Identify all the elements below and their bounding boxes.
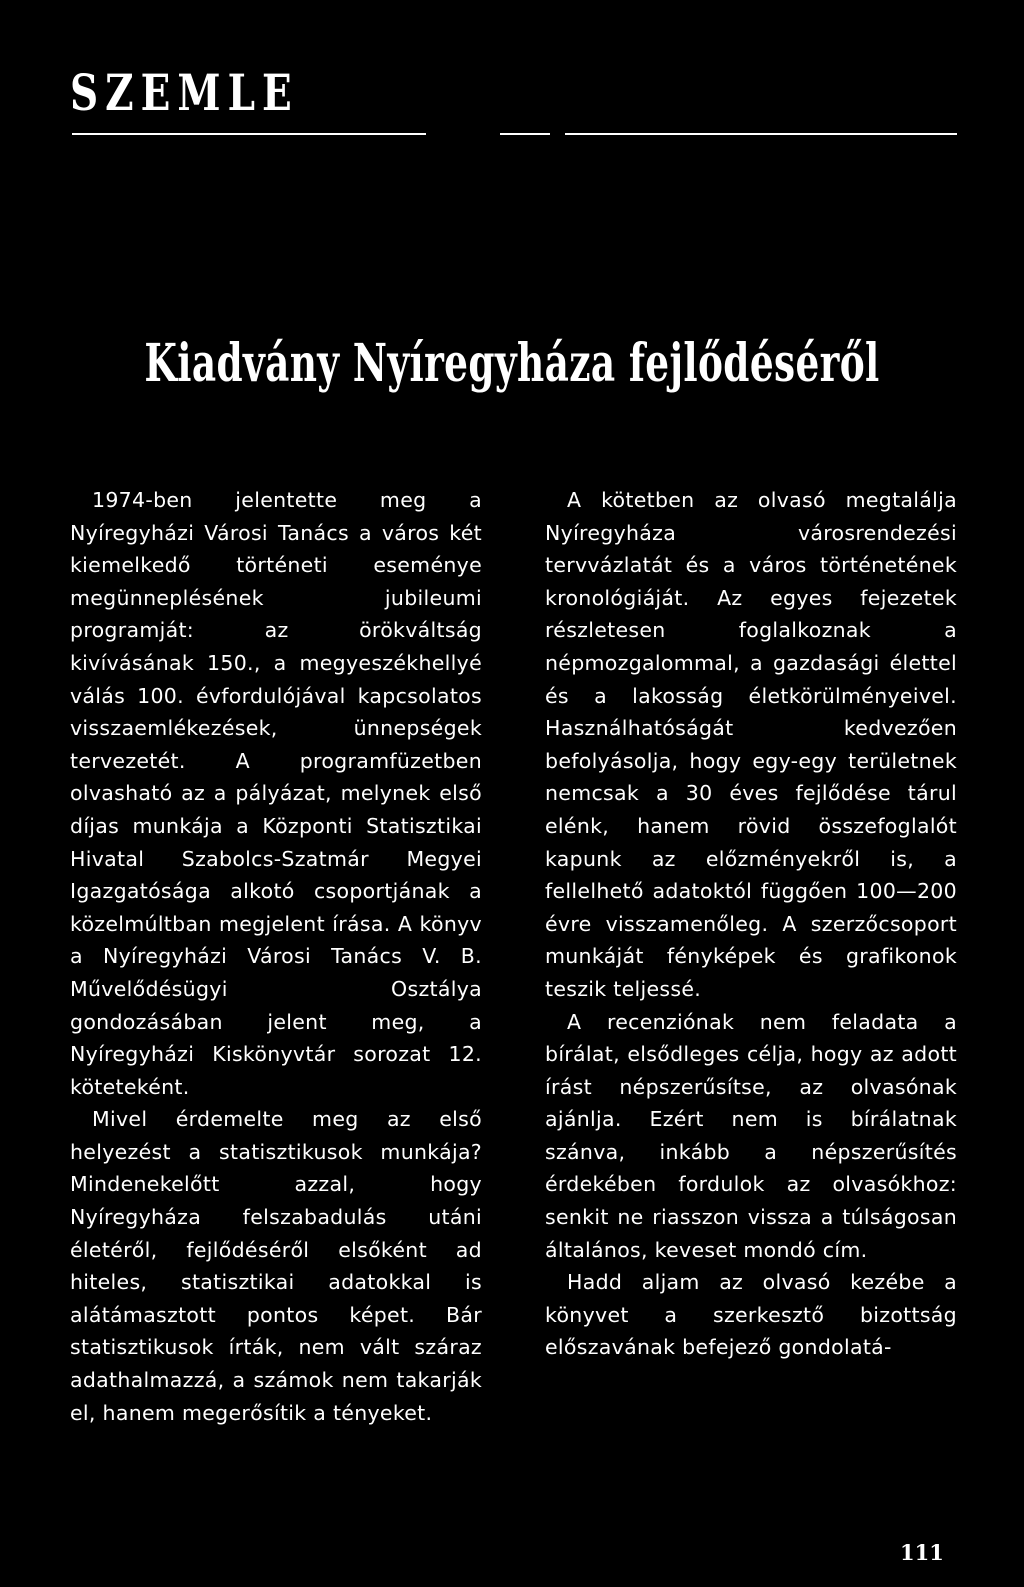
paragraph: Mivel érdemelte meg az első helyezést a statisztikusok munkája? Mindenekelőtt azzal, hogy Nyíregyháza felszabadulás utáni életéről, fejlődéséről elsőként ad hiteles, statisztikai adatokkal is alátámasztott pontos képet. Bár statisztikusok írták, nem vált száraz adathalmazzá, a számok nem takarják el, hanem megerősítik a tényeket.: [70, 1107, 482, 1425]
paragraph: 1974-ben jelentette meg a Nyíregyházi Városi Tanács a város két kiemelkedő történeti eseménye megünneplésének jubileumi programját: az örökváltság kivívásának 150., a megyeszékhellyé válás 100. évfordulójával kapcsolatos visszaemlékezések, ünnepségek tervezetét. A programfüzetben olvasható az a pályázat, melynek első díjas munkája a Központi Statisztikai Hivatal Szabolcs-Szatmár Megyei Igazgatósága alkotó csoportjának a közelmúltban megjelent írása. A könyv a Nyíregyházi Városi Tanács V. B. Művelődésügyi Osztálya gondozásában jelent meg, a Nyíregyházi Kiskönyvtár sorozat 12. köteteként.: [70, 488, 482, 1099]
left-column: [70, 484, 482, 1429]
heading-rule: [72, 133, 426, 135]
article-title: Kiadvány Nyíregyháza fejlődéséről: [144, 333, 880, 394]
heading-rule: [500, 133, 550, 135]
paragraph: Hadd aljam az olvasó kezébe a könyvet a szerkesztő bizottság előszavának befejező gondolatá-: [545, 1270, 957, 1360]
paragraph: A kötetben az olvasó megtalálja Nyíregyháza városrendezési tervvázlatát és a város történetének kronológiáját. Az egyes fejezetek részletesen foglalkoznak a népmozgalommal, a gazdasági élettel és a lakosság életkörülményeivel. Használhatóságát kedvezően befolyásolja, hogy egy-egy területnek nemcsak a 30 éves fejlődése tárul elénk, hanem rövid összefoglalót kapunk az előzményekről is, a fellelhető adatoktól függően 100—200 évre visszamenőleg. A szerzőcsoport munkáját fényképek és grafikonok teszik teljessé.: [545, 488, 957, 1001]
paragraph: A recenziónak nem feladata a bírálat, elsődleges célja, hogy az adott írást népszerűsítse, az olvasónak ajánlja. Ezért nem is bírálatnak szánva, inkább a népszerűsítés érdekében fordulok az olvasókhoz: senkit ne riasszon vissza a túlságosan általános, keveset mondó cím.: [545, 1009, 957, 1262]
section-heading: SZEMLE: [70, 63, 299, 122]
heading-rule: [565, 133, 957, 135]
page-number: 111: [900, 1540, 944, 1565]
right-column: [545, 484, 957, 1364]
